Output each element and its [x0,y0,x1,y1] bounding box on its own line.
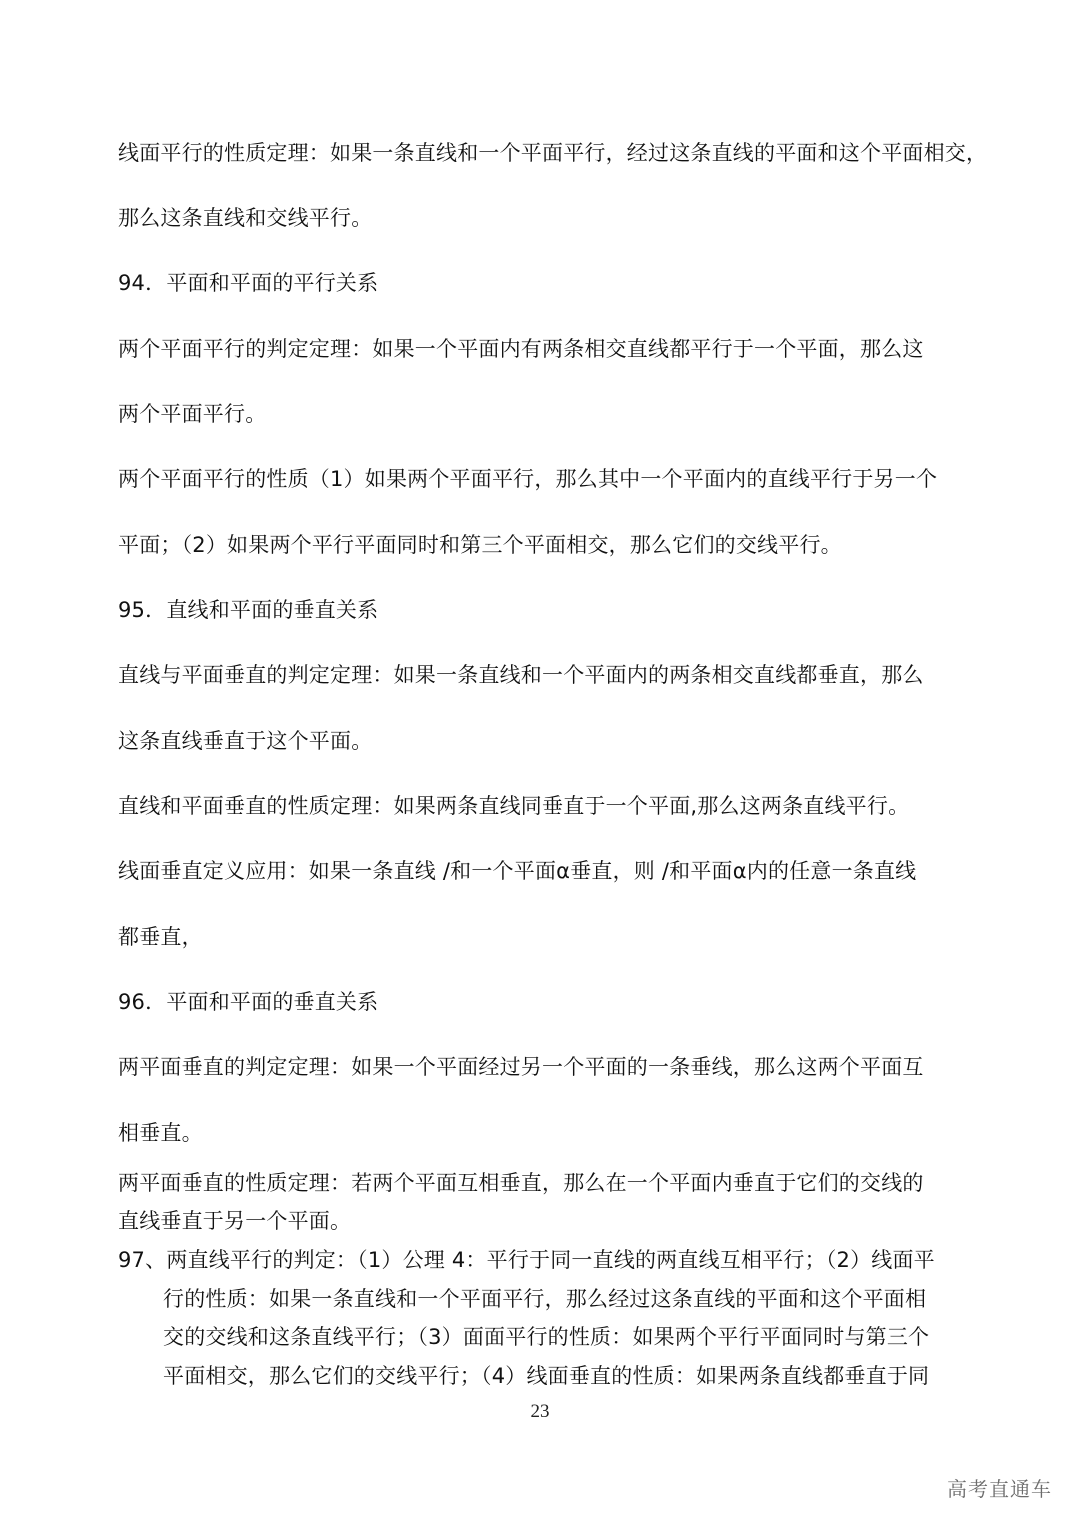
text-line: 相垂直。 [118,1121,203,1145]
text-line: 线面垂直定义应用：如果一条直线 /和一个平面α垂直，则 /和平面α内的任意一条直线 [118,859,917,883]
text-line: 那么这条直线和交线平行。 [118,206,373,230]
numbered-item-continuation: 行的性质：如果一条直线和一个平面平行，那么经过这条直线的平面和这个平面相 [163,1287,927,1311]
text-line: 直线垂直于另一个平面。 [118,1209,352,1233]
watermark: 高考直通车 [947,1477,1052,1501]
text-line: 两个平面平行。 [118,402,267,426]
text-line: 直线与平面垂直的判定定理：如果一条直线和一个平面内的两条相交直线都垂直，那么 [118,663,924,687]
text-line: 两平面垂直的性质定理：若两个平面互相垂直，那么在一个平面内垂直于它们的交线的 [118,1171,924,1195]
section-heading: 96．平面和平面的垂直关系 [118,990,379,1014]
text-line: 平面；（2）如果两个平行平面同时和第三个平面相交，那么它们的交线平行。 [118,533,842,557]
section-heading: 95．直线和平面的垂直关系 [118,598,379,622]
numbered-item-continuation: 平面相交，那么它们的交线平行；（4）线面垂直的性质：如果两条直线都垂直于同 [163,1364,930,1388]
numbered-item-continuation: 交的交线和这条直线平行；（3）面面平行的性质：如果两个平行平面同时与第三个 [163,1325,930,1349]
text-line: 线面平行的性质定理：如果一条直线和一个平面平行，经过这条直线的平面和这个平面相交， [118,141,988,165]
numbered-item: 97、两直线平行的判定：（1）公理 4：平行于同一直线的两直线互相平行；（2）线面平 [118,1248,935,1272]
page-number: 23 [530,1401,550,1422]
text-line: 都垂直， [118,925,203,949]
section-heading: 94．平面和平面的平行关系 [118,271,379,295]
text-line: 两个平面平行的判定定理：如果一个平面内有两条相交直线都平行于一个平面，那么这 [118,337,924,361]
text-line: 这条直线垂直于这个平面。 [118,729,373,753]
text-line: 两平面垂直的判定定理：如果一个平面经过另一个平面的一条垂线，那么这两个平面互 [118,1055,924,1079]
text-line: 直线和平面垂直的性质定理：如果两条直线同垂直于一个平面,那么这两条直线平行。 [118,794,910,818]
text-line: 两个平面平行的性质（1）如果两个平面平行，那么其中一个平面内的直线平行于另一个 [118,467,938,491]
